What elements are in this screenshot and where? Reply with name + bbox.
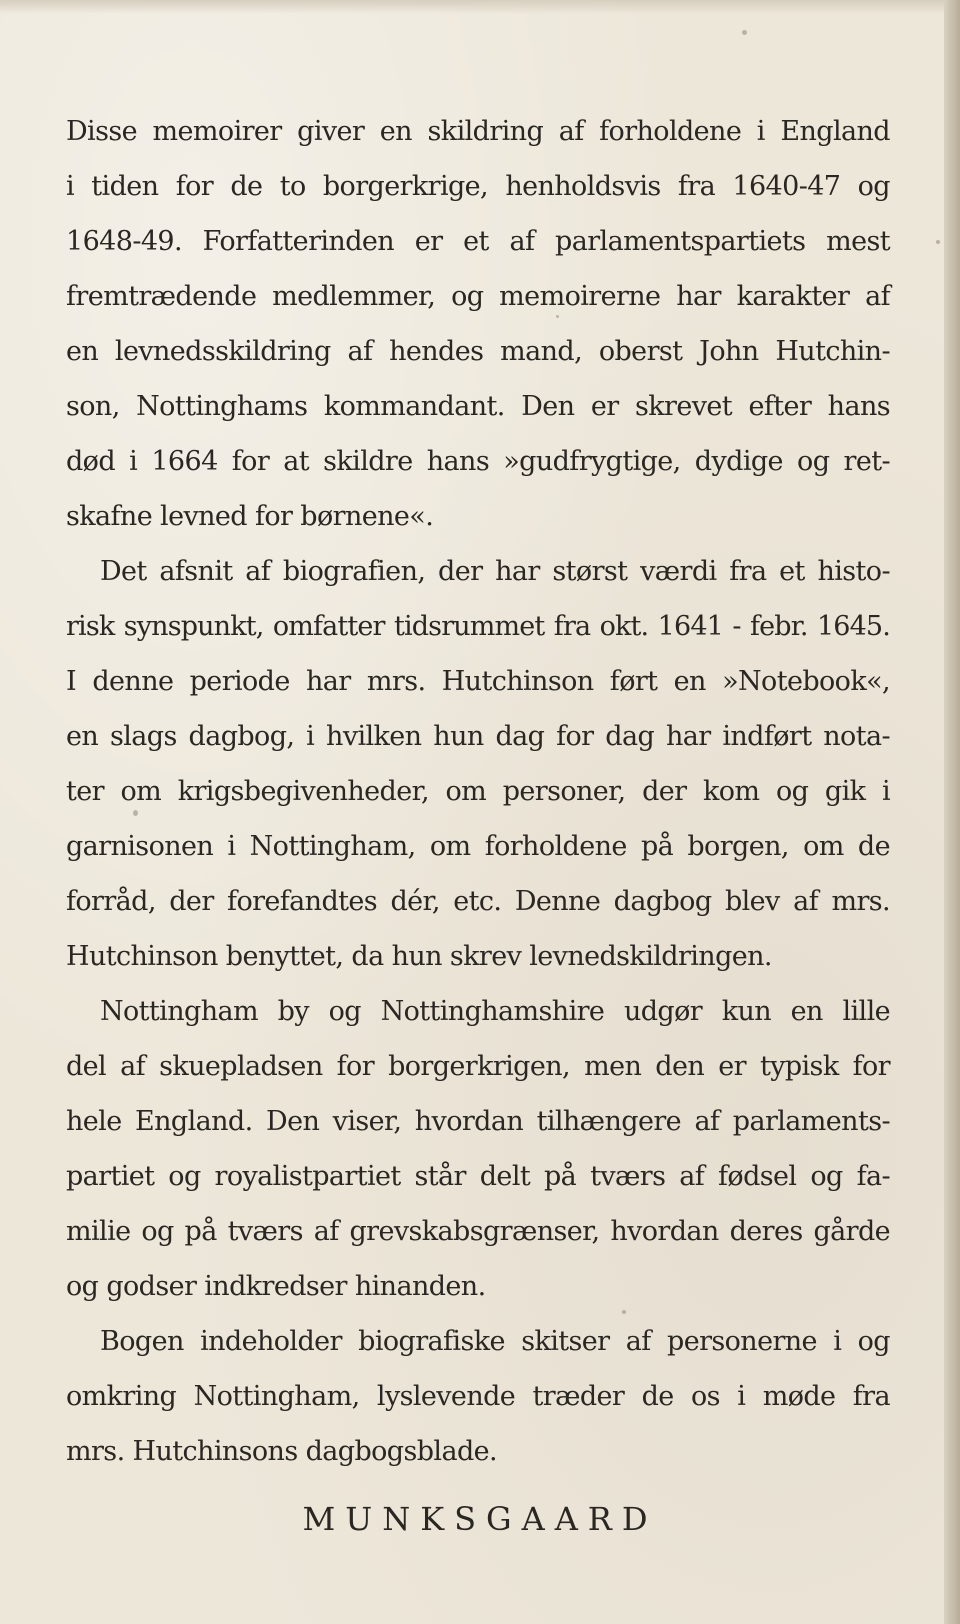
text-line: i tiden for de to borgerkrige, henholdsvis fra 1640-47 og (66, 171, 890, 202)
text-line: død i 1664 for at skildre hans »gudfrygtige, dydige og ret- (66, 446, 890, 477)
text-line: skafne levned for børnene«. (66, 501, 434, 532)
paper-right-edge (944, 0, 960, 1624)
text-line: I denne periode har mrs. Hutchinson ført en »Notebook«, (66, 666, 890, 697)
text-line: Det afsnit af biografien, der har størst værdi fra et histo- (100, 556, 890, 587)
text-line: risk synspunkt, omfatter tidsrummet fra okt. 1641 - febr. 1645. (66, 611, 890, 642)
text-line: partiet og royalistpartiet står delt på tværs af fødsel og fa- (66, 1161, 890, 1192)
text-line: en slags dagbog, i hvilken hun dag for dag har indført nota- (66, 721, 890, 752)
text-line: son, Nottinghams kommandant. Den er skrevet efter hans (66, 391, 890, 422)
blurb-text (66, 104, 890, 1479)
text-line: garnisonen i Nottingham, om forholdene på borgen, om de (66, 831, 890, 862)
paper-speck (742, 30, 747, 35)
text-line: forråd, der forefandtes dér, etc. Denne dagbog blev af mrs. (66, 886, 890, 917)
text-line: Hutchinson benyttet, da hun skrev levnedskildringen. (66, 941, 772, 972)
paper-speck (936, 240, 940, 244)
text-line: del af skuepladsen for borgerkrigen, men den er typisk for (66, 1051, 890, 1082)
text-line: ter om krigsbegivenheder, om personer, der kom og gik i (66, 776, 890, 807)
publisher-name: MUNKSGAARD (302, 1500, 658, 1538)
text-line: Disse memoirer giver en skildring af forholdene i England (66, 116, 890, 147)
text-line: en levnedsskildring af hendes mand, oberst John Hutchin- (66, 336, 890, 367)
text-line: mrs. Hutchinsons dagbogsblade. (66, 1436, 497, 1467)
text-line: milie og på tværs af grevskabsgrænser, hvordan deres gårde (66, 1216, 890, 1247)
text-line: Bogen indeholder biografiske skitser af personerne i og (100, 1326, 890, 1357)
text-line: og godser indkredser hinanden. (66, 1271, 486, 1302)
text-line: 1648-49. Forfatterinden er et af parlamentspartiets mest (66, 226, 890, 257)
text-line: hele England. Den viser, hvordan tilhængere af parlaments- (66, 1106, 890, 1137)
text-line: fremtrædende medlemmer, og memoirerne har karakter af (66, 281, 890, 312)
text-line: omkring Nottingham, lyslevende træder de os i møde fra (66, 1381, 890, 1412)
paper-top-edge (0, 0, 960, 14)
text-line: Nottingham by og Nottinghamshire udgør kun en lille (100, 996, 890, 1027)
